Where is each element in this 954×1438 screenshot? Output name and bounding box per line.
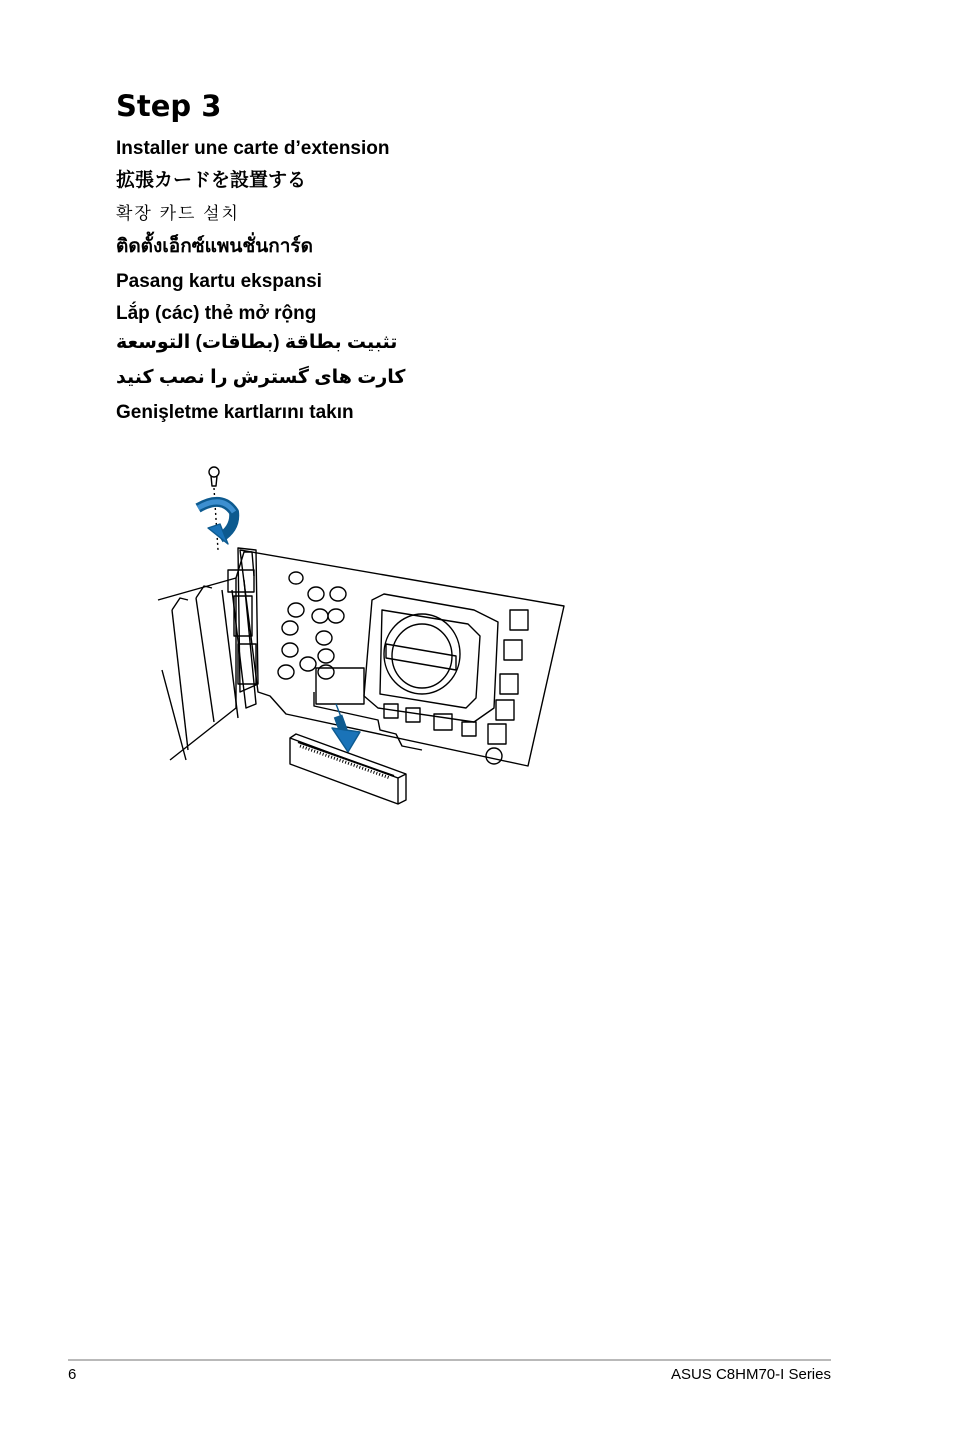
instruction-arabic: تثبيت بطاقة (بطاقات) التوسعة bbox=[116, 332, 398, 353]
instruction-persian: کارت های گسترش را نصب کنيد bbox=[116, 367, 406, 388]
instruction-thai: ติดตั้งเอ็กซ์แพนชั่นการ์ด bbox=[116, 236, 313, 257]
footer-divider bbox=[68, 1359, 831, 1361]
instruction-turkish: Genişletme kartlarını takın bbox=[116, 402, 354, 423]
footer-product-name: ASUS C8HM70-I Series bbox=[670, 1366, 831, 1383]
instruction-french: Installer une carte d’extension bbox=[116, 138, 390, 159]
page-number: 6 bbox=[68, 1366, 77, 1383]
chassis-slot-frame bbox=[158, 552, 256, 760]
gpu-heatsink bbox=[364, 594, 498, 722]
expansion-card-illustration bbox=[150, 460, 580, 810]
instruction-japanese: 拡張カードを設置する bbox=[116, 170, 307, 191]
instruction-indonesian: Pasang kartu ekspansi bbox=[116, 271, 322, 292]
screw-icon bbox=[209, 467, 219, 550]
graphics-card bbox=[240, 550, 564, 766]
instruction-vietnamese: Lắp (các) thẻ mở rộng bbox=[116, 303, 317, 324]
page-title: Step 3 bbox=[116, 89, 222, 123]
instruction-korean: 확장 카드 설치 bbox=[116, 204, 240, 223]
